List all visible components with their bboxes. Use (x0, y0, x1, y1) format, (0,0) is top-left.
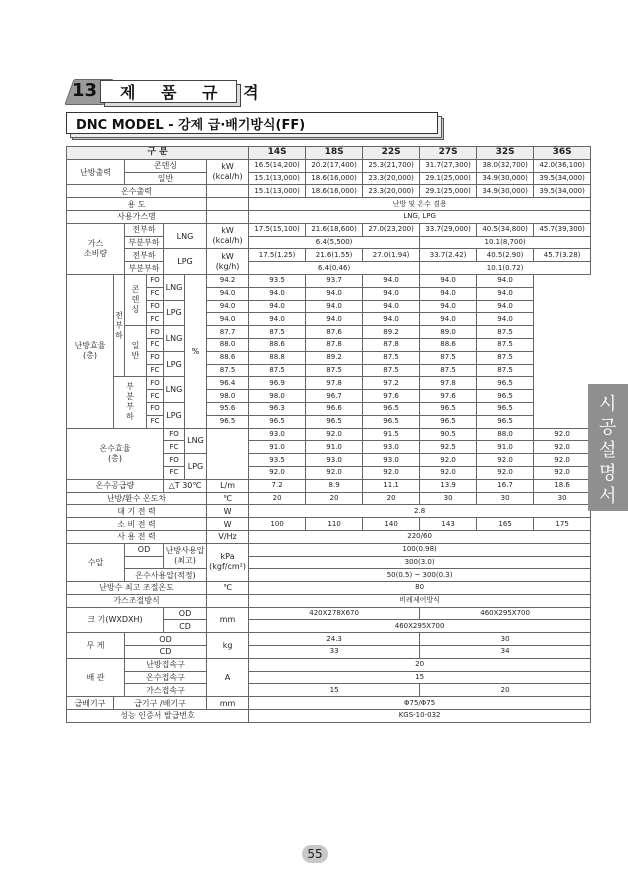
value-cell: 2.8 (249, 505, 591, 518)
unit-cell: % (185, 274, 207, 428)
vent-type: FO (147, 326, 164, 339)
value-cell: 89.2 (363, 326, 420, 339)
value-cell: 16.5(14,200) (249, 159, 306, 172)
value-cell: 92.0 (534, 454, 591, 467)
value-cell: 94.0 (477, 313, 534, 326)
side-tab-char: 공 (599, 417, 617, 438)
unit-cell: W (207, 518, 249, 531)
value-cell: 42.0(36,100) (534, 159, 591, 172)
vent-type: FC (147, 313, 164, 326)
value-cell: 92.0 (534, 466, 591, 479)
row-label: 사용가스명 (67, 210, 207, 223)
value-cell: 10.1(0.72) (420, 262, 591, 275)
row-label: 온수출력 (67, 185, 207, 198)
value-cell: 15.1(13,000) (249, 172, 306, 185)
value-cell: 92.0 (363, 466, 420, 479)
row-label: 난방접속구 (125, 658, 207, 671)
value-cell: 94.2 (207, 274, 249, 287)
value-cell: 39.5(34,000) (534, 185, 591, 198)
side-tab-char: 서 (599, 486, 617, 507)
value-cell: 92.0 (477, 466, 534, 479)
value-cell: 93.0 (249, 428, 306, 441)
value-cell: 96.5 (363, 402, 420, 415)
value-cell: 89.0 (420, 326, 477, 339)
gas-consumption-label: 가스 소비량 (67, 223, 125, 274)
value-cell: 40.5(34,800) (477, 223, 534, 236)
row-label: 성능 인증서 발급번호 (67, 710, 249, 723)
value-cell: 24.3 (249, 633, 420, 646)
value-cell: 27.0(1.94) (363, 249, 420, 262)
gas-label: LNG (164, 223, 207, 249)
value-cell: 96.5 (477, 390, 534, 403)
vent-type: FC (147, 364, 164, 377)
value-cell: 100(0.98) (249, 543, 591, 556)
unit-cell: kW (kg/h) (207, 249, 249, 275)
value-cell: 96.5 (249, 415, 306, 428)
gas-label: LNG (164, 326, 185, 352)
intake-label: 급배기구 (67, 697, 114, 710)
value-cell: 87.8 (306, 338, 363, 351)
model-header: 27S (420, 147, 477, 160)
value-cell: 94.0 (363, 300, 420, 313)
vent-type: FO (147, 300, 164, 313)
value-cell: 94.0 (306, 287, 363, 300)
value-cell: 143 (420, 518, 477, 531)
side-tab-char: 시 (599, 394, 617, 415)
value-cell: 93.5 (249, 454, 306, 467)
value-cell: 88.8 (249, 351, 306, 364)
section-number: 13 (72, 80, 98, 101)
value-cell: 비례제어방식 (249, 594, 591, 607)
value-cell: 8.9 (306, 479, 363, 492)
value-cell: 97.6 (363, 390, 420, 403)
value-cell: 7.2 (249, 479, 306, 492)
value-cell: 96.5 (363, 415, 420, 428)
unit-cell: V/Hz (207, 530, 249, 543)
value-cell: 18.6(16,000) (306, 172, 363, 185)
value-cell: 94.0 (363, 274, 420, 287)
row-label: 전부하 (125, 223, 164, 236)
hot-water-efficiency-label: 온수효율 (총) (67, 428, 164, 479)
row-label: 난방사용압 (최고) (164, 543, 207, 569)
unit-cell: W (207, 505, 249, 518)
value-cell: 난방 및 온수 겸용 (249, 198, 591, 211)
gas-label: LNG (164, 377, 185, 403)
vent-type: FC (147, 338, 164, 351)
value-cell: 17.5(1.25) (249, 249, 306, 262)
row-label: CD (164, 620, 207, 633)
vent-type: FO (147, 377, 164, 390)
value-cell: 38.0(32,700) (477, 159, 534, 172)
value-cell: 87.5 (420, 364, 477, 377)
vent-type: FO (147, 402, 164, 415)
value-cell: 34.9(30,000) (477, 172, 534, 185)
condensing-label: 콘 덴 싱 (125, 274, 147, 325)
value-cell: 96.5 (306, 415, 363, 428)
value-cell: 97.6 (420, 390, 477, 403)
value-cell: 88.0 (207, 338, 249, 351)
section-title: 제 품 규 격 (120, 83, 269, 102)
value-cell: 94.0 (420, 274, 477, 287)
value-cell: 94.0 (477, 287, 534, 300)
value-cell: 93.7 (306, 274, 363, 287)
value-cell: 94.0 (477, 300, 534, 313)
row-label: 무 게 (67, 633, 125, 659)
value-cell: 93.5 (249, 274, 306, 287)
value-cell: 92.0 (306, 466, 363, 479)
value-cell: 96.5 (477, 415, 534, 428)
value-cell: 23.3(20,000) (363, 172, 420, 185)
value-cell: 97.8 (306, 377, 363, 390)
unit-cell: ℃ (207, 492, 249, 505)
value-cell: 87.6 (306, 326, 363, 339)
value-cell: 21.6(1.55) (306, 249, 363, 262)
gas-label: LPG (185, 454, 207, 480)
value-cell: 91.0 (477, 441, 534, 454)
gas-label: LNG (185, 428, 207, 454)
value-cell: 93.0 (306, 454, 363, 467)
value-cell: 87.5 (306, 364, 363, 377)
model-header: 18S (306, 147, 363, 160)
value-cell: 20 (420, 684, 591, 697)
row-label: 온수공급량 (67, 479, 164, 492)
value-cell: 80 (249, 582, 591, 595)
value-cell: 92.5 (420, 441, 477, 454)
row-label: 난방/환수 온도차 (67, 492, 207, 505)
row-label: OD (164, 607, 207, 620)
value-cell: 33 (249, 646, 420, 659)
value-cell: 30 (420, 492, 477, 505)
heating-output-label: 난방출력 (67, 159, 125, 185)
value-cell: 420X278X670 (249, 607, 420, 620)
value-cell: 88.6 (249, 338, 306, 351)
value-cell: 30 (420, 633, 591, 646)
value-cell: 88.6 (207, 351, 249, 364)
model-title: DNC MODEL - 강제 급·배기방식(FF) (76, 118, 306, 133)
row-label: 부분부하 (125, 262, 164, 275)
gas-label: LPG (164, 351, 185, 377)
value-cell: 6.4(0.46) (249, 262, 420, 275)
piping-label: 배 관 (67, 658, 125, 696)
gas-label: LPG (164, 402, 185, 428)
row-label: 일반 (125, 172, 207, 185)
value-cell: 40.5(2.90) (477, 249, 534, 262)
row-label: 크 기(WXDXH) (67, 607, 164, 633)
unit-cell (207, 210, 249, 223)
value-cell: 94.0 (207, 300, 249, 313)
value-cell: Φ75/Φ75 (249, 697, 591, 710)
spec-table (66, 146, 591, 723)
value-cell: 10.1(8,700) (420, 236, 591, 249)
water-pressure-label: 수압 (67, 543, 125, 581)
value-cell: 460X295X700 (249, 620, 591, 633)
value-cell: 18.6 (534, 479, 591, 492)
model-header: 36S (534, 147, 591, 160)
full-load-label: 전 부 하 (114, 274, 125, 376)
value-cell: 27.0(23,200) (363, 223, 420, 236)
value-cell: 6.4(5,500) (249, 236, 420, 249)
value-cell: KGS-10-032 (249, 710, 591, 723)
row-label: 급기구 /배기구 (114, 697, 207, 710)
value-cell: 87.8 (363, 338, 420, 351)
value-cell: 98.0 (249, 390, 306, 403)
value-cell: 21.6(18,600) (306, 223, 363, 236)
general-label: 일 반 (125, 326, 147, 377)
vent-type: FC (164, 466, 185, 479)
value-cell: 94.0 (420, 300, 477, 313)
value-cell: 175 (534, 518, 591, 531)
value-cell: 33.7(2.42) (420, 249, 477, 262)
value-cell: 17.5(15,100) (249, 223, 306, 236)
value-cell: 15 (249, 684, 420, 697)
value-cell: 96.5 (420, 402, 477, 415)
value-cell: 20 (249, 492, 306, 505)
value-cell: 96.3 (249, 402, 306, 415)
gas-label: LPG (164, 249, 207, 275)
row-label: OD (125, 543, 164, 556)
side-tab (588, 384, 628, 511)
value-cell: 39.5(34,000) (534, 172, 591, 185)
value-cell: 93.0 (363, 454, 420, 467)
value-cell: 13.9 (420, 479, 477, 492)
value-cell: 90.5 (420, 428, 477, 441)
page-number: 55 (302, 845, 328, 863)
vent-type: FO (164, 428, 185, 441)
value-cell: 45.7(39,300) (534, 223, 591, 236)
value-cell: 87.5 (249, 326, 306, 339)
value-cell: 29.1(25,000) (420, 185, 477, 198)
value-cell: 94.0 (363, 287, 420, 300)
value-cell: 97.8 (420, 377, 477, 390)
row-label: 부분부하 (125, 236, 164, 249)
value-cell: 20 (249, 658, 591, 671)
section-number-badge (69, 79, 99, 101)
unit-cell: mm (207, 697, 249, 710)
unit-cell: kW (kcal/h) (207, 223, 249, 249)
value-cell: 98.0 (207, 390, 249, 403)
value-cell: 20 (306, 492, 363, 505)
value-cell: 92.0 (306, 428, 363, 441)
row-label: OD (125, 633, 207, 646)
value-cell: 87.5 (363, 351, 420, 364)
unit-cell (207, 428, 249, 479)
row-label: 콘덴싱 (125, 159, 207, 172)
heating-efficiency-label: 난방효율 (총) (67, 274, 114, 428)
value-cell: 94.0 (306, 313, 363, 326)
row-cond: △T 30℃ (164, 479, 207, 492)
value-cell: 92.0 (477, 454, 534, 467)
value-cell: 94.0 (207, 287, 249, 300)
value-cell: 94.0 (477, 274, 534, 287)
row-label: 소 비 전 력 (67, 518, 207, 531)
side-tab-char: 명 (599, 463, 617, 484)
vent-type: FO (147, 274, 164, 287)
unit-cell: A (207, 658, 249, 696)
vent-type: FC (147, 287, 164, 300)
value-cell: 100 (249, 518, 306, 531)
value-cell: 18.6(16,000) (306, 185, 363, 198)
vent-type: FO (147, 351, 164, 364)
value-cell: 96.5 (477, 377, 534, 390)
value-cell: 87.7 (207, 326, 249, 339)
value-cell: 94.0 (207, 313, 249, 326)
row-label: 전부하 (125, 249, 164, 262)
row-label: 온수접속구 (125, 671, 207, 684)
value-cell: 94.0 (420, 287, 477, 300)
value-cell: 88.6 (420, 338, 477, 351)
value-cell: 87.5 (363, 364, 420, 377)
value-cell: 87.5 (477, 351, 534, 364)
unit-cell: mm (207, 607, 249, 633)
unit-cell: L/m (207, 479, 249, 492)
value-cell: 97.2 (363, 377, 420, 390)
value-cell: 220/60 (249, 530, 591, 543)
value-cell: 91.0 (306, 441, 363, 454)
value-cell: 33.7(29,000) (420, 223, 477, 236)
value-cell: 96.9 (249, 377, 306, 390)
value-cell: 15 (249, 671, 591, 684)
value-cell: 20 (363, 492, 420, 505)
value-cell: 11.1 (363, 479, 420, 492)
row-label: 용 도 (67, 198, 207, 211)
value-cell: 94.0 (249, 300, 306, 313)
value-cell: 20.2(17,400) (306, 159, 363, 172)
model-header: 14S (249, 147, 306, 160)
value-cell: 92.0 (534, 441, 591, 454)
value-cell: 92.0 (249, 466, 306, 479)
value-cell: 31.7(27,300) (420, 159, 477, 172)
value-cell: 92.0 (534, 428, 591, 441)
row-label: 온수사용압(적정) (125, 569, 207, 582)
unit-cell: kPa (kgf/cm²) (207, 543, 249, 581)
part-load-label: 부 분 부 하 (114, 377, 147, 428)
value-cell: 94.0 (420, 313, 477, 326)
value-cell: 92.0 (420, 454, 477, 467)
vent-type: FC (164, 441, 185, 454)
row-label: 대 기 전 력 (67, 505, 207, 518)
value-cell: LNG, LPG (249, 210, 591, 223)
row-label: 난방수 최고 조절온도 (67, 582, 207, 595)
value-cell: 89.2 (306, 351, 363, 364)
value-cell: 25.3(21,700) (363, 159, 420, 172)
vent-type: FC (147, 415, 164, 428)
value-cell: 16.7 (477, 479, 534, 492)
row-label (125, 556, 164, 569)
side-tab-char: 설 (599, 440, 617, 461)
value-cell: 94.0 (363, 313, 420, 326)
value-cell: 94.0 (249, 287, 306, 300)
value-cell: 45.7(3.28) (534, 249, 591, 262)
value-cell: 92.0 (420, 466, 477, 479)
row-label: 가스조절방식 (67, 594, 207, 607)
value-cell: 23.3(20,000) (363, 185, 420, 198)
value-cell: 96.4 (207, 377, 249, 390)
value-cell: 96.5 (207, 415, 249, 428)
value-cell: 87.5 (477, 338, 534, 351)
header-label: 구 분 (67, 147, 249, 160)
value-cell: 87.5 (249, 364, 306, 377)
gas-label: LNG (164, 274, 185, 300)
value-cell: 34 (420, 646, 591, 659)
value-cell: 110 (306, 518, 363, 531)
value-cell: 87.5 (477, 364, 534, 377)
value-cell: 96.7 (306, 390, 363, 403)
value-cell: 96.6 (306, 402, 363, 415)
vent-type: FO (164, 454, 185, 467)
unit-cell (207, 198, 249, 211)
value-cell: 96.5 (420, 415, 477, 428)
value-cell: 96.5 (477, 402, 534, 415)
value-cell: 140 (363, 518, 420, 531)
model-header: 32S (477, 147, 534, 160)
vent-type: FC (147, 390, 164, 403)
value-cell: 91.5 (363, 428, 420, 441)
value-cell: 30 (477, 492, 534, 505)
unit-cell (207, 185, 249, 198)
model-header: 22S (363, 147, 420, 160)
value-cell: 87.5 (477, 326, 534, 339)
unit-cell: kW (kcal/h) (207, 159, 249, 185)
value-cell: 15.1(13,000) (249, 185, 306, 198)
value-cell: 87.5 (420, 351, 477, 364)
value-cell: 165 (477, 518, 534, 531)
value-cell: 88.0 (477, 428, 534, 441)
value-cell: 95.6 (207, 402, 249, 415)
row-label: 사 용 전 력 (67, 530, 207, 543)
value-cell: 93.0 (363, 441, 420, 454)
row-label: CD (125, 646, 207, 659)
value-cell: 460X295X700 (420, 607, 591, 620)
value-cell: 94.0 (306, 300, 363, 313)
unit-cell: ℃ (207, 582, 249, 595)
value-cell: 50(0.5) ~ 300(0.3) (249, 569, 591, 582)
unit-cell: kg (207, 633, 249, 659)
value-cell: 94.0 (249, 313, 306, 326)
value-cell: 29.1(25,000) (420, 172, 477, 185)
value-cell: 30 (534, 492, 591, 505)
value-cell: 87.5 (207, 364, 249, 377)
row-label: 가스접속구 (125, 684, 207, 697)
gas-label: LPG (164, 300, 185, 326)
value-cell: 34.9(30,000) (477, 185, 534, 198)
unit-cell (207, 594, 249, 607)
value-cell: 300(3.0) (249, 556, 591, 569)
value-cell: 91.0 (249, 441, 306, 454)
